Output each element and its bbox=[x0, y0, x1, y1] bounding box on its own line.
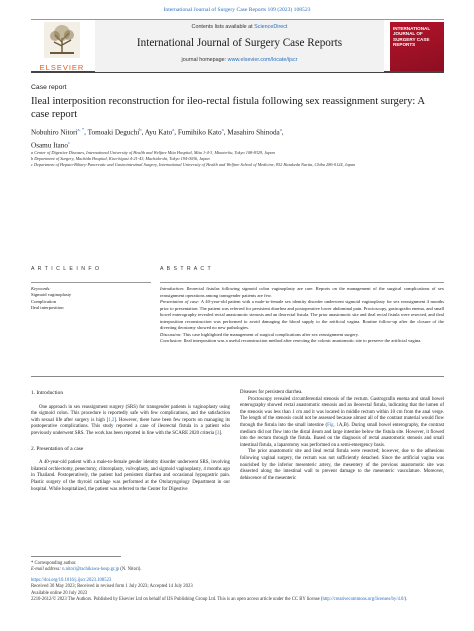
author-affiliation-mark[interactable]: a, * bbox=[77, 127, 85, 132]
affiliation-item: b Department of Surgery, Machida Hospital, Kiso-higasi 4-21-43, Machida-shi, Tokyo 194-0036, Japan bbox=[31, 156, 210, 162]
elsevier-tree-icon bbox=[44, 22, 80, 58]
citation-link[interactable]: 3 bbox=[217, 430, 220, 436]
article-type: Case report bbox=[31, 84, 67, 91]
received-dates: Received 30 May 2023; Received in revised form 1 July 2023; Accepted 14 July 2023 bbox=[31, 584, 193, 590]
section-title-case: 2. Presentation of a case bbox=[31, 445, 84, 452]
corresponding-author-note: * Corresponding author. bbox=[31, 561, 77, 566]
doi-link[interactable]: https://doi.org/10.1016/j.ijscr.2023.108523 bbox=[31, 577, 112, 583]
license-link[interactable]: http://creativecommons.org/licenses/by/4.0/ bbox=[322, 597, 405, 603]
abstract-text: A 40-year-old patient with a male-to-female sex identity disorder underwent sigmoid vaginoplasty for sex reassignment 4 months prior to presentation. The patient was referred for persistent diarrhea and postoperative lower abdominal pain. Proctoscopy, gastrografin enema, and small bowel enterography revealed rectal anastomotic stenosis and an ileorectal fistula. The prior anastomotic site and ileal rectal fistula were resected, and ileal interposition reconstruction was performed to avoid damaging the blood supply to the artificial vagina. Routine follow-up after the closure of the diverting ileostomy showed no new pathologies. bbox=[160, 299, 444, 330]
body-text: A,B). During small bowel enterography, the contrast medium did not flow into the distal ileum and large intestine below the fistula site. However, it flowed into the rectum through the fistula. Based on the diagnosis of rectal anastomotic stenosis and small intestinal fistula, a laparotomy was performed on a semi-emergency basis. bbox=[240, 422, 444, 448]
body-text: One approach in sex reassignment surgery (SRS) for transgender patients is vaginoplasty using the sigmoid colon. This procedure is reportedly safe with few complications, and the satisfaction with sexual life after surgery is high [ bbox=[31, 404, 230, 423]
author-affiliation-mark[interactable]: a bbox=[221, 127, 224, 132]
body-paragraph: Diseases for persistent diarrhea. bbox=[240, 390, 303, 395]
abstract-text: Ileal interposition was a useful reconstruction method after resecting the colonic anastomotic site to preserve the artificial vagina. bbox=[183, 338, 422, 343]
author-name[interactable]: Masahiro Shinoda bbox=[227, 128, 280, 137]
section-title-introduction: 1. Introduction bbox=[31, 390, 64, 396]
body-column-left bbox=[31, 390, 230, 493]
body-paragraph: A 40-year-old patient with a male-to-female gender identity disorder underwent SRS, involving bilateral orchiectomy, penectomy, clitoroplasty, vulvoplasty, and sigmoid vaginoplasty, 4 months ago in Thailand. Postoperatively, the patient had persistent diarrhea and occasional hypogastric pain. Plastic surgery of the thyroid cartilage was performed at the Otolaryngology Department in our hospital. While hospitalized, the patient was referred to the Center for Digestive bbox=[31, 460, 230, 492]
abstract-text: This case highlighted the management of surgical complications after sex reassignment surgery. bbox=[182, 331, 359, 337]
keyword: Sigmoid vaginoplasty bbox=[31, 292, 72, 298]
body-paragraph bbox=[31, 405, 230, 438]
body-column-right bbox=[240, 390, 444, 482]
author-name[interactable]: Fumihiko Kato bbox=[177, 128, 222, 137]
abstract-text: Ileorectal fistulas following sigmoid colon vaginoplasty are rare. Reports on the management of the surgical complications of sex reassignment operations among transgender patients are few. bbox=[160, 286, 444, 298]
abstract bbox=[160, 266, 444, 345]
article-title: Ileal interposition reconstruction for ileo-rectal fistula following sex reassignment surgery: A case report bbox=[31, 96, 425, 121]
citation-line[interactable]: International Journal of Surgery Case Reports 109 (2023) 108523 bbox=[163, 7, 311, 13]
body-text: Proctoscopy revealed circumferential stenosis of the rectum. Gastrografin enema and small bowel enterography showed rectal anastomotic stenosis and an ileorectal fistula, indicating that the lumen of the stenosis was less than 1 cm and it was located in middle rectum within 10 cm from the anal verge. The length of the stenosis could not be assessed because almost all of the contrast material would flow through the fistula into the small intestine ( bbox=[240, 396, 444, 428]
author-affiliation-mark[interactable]: c bbox=[67, 139, 70, 145]
author-affiliation-mark[interactable]: b bbox=[139, 127, 142, 132]
sciencedirect-link[interactable]: ScienceDirect bbox=[254, 24, 288, 30]
body-text: ]. bbox=[219, 430, 223, 436]
license-line bbox=[31, 597, 444, 603]
homepage-line bbox=[95, 57, 384, 63]
email-suffix: (N. Nitori). bbox=[119, 567, 142, 573]
author-name[interactable]: Nobuhiro Nitori bbox=[31, 128, 78, 137]
article-info bbox=[31, 266, 151, 312]
author-name[interactable]: Ayu Kato bbox=[144, 128, 173, 137]
abstract-section bbox=[160, 299, 444, 332]
keyword: Complication bbox=[31, 298, 57, 304]
cover-title: INTERNATIONAL JOURNAL OF SURGERY CASE REPORTS bbox=[393, 26, 431, 48]
affiliation-list bbox=[31, 150, 444, 169]
footnotes bbox=[31, 561, 444, 603]
body-paragraph bbox=[240, 397, 444, 450]
abstract-label: Presentation of case: bbox=[160, 299, 200, 304]
journal-header bbox=[31, 19, 444, 73]
license-text: ). bbox=[404, 597, 408, 603]
abstract-body bbox=[160, 282, 444, 345]
footnote-divider bbox=[31, 556, 121, 557]
affiliation-item: a Center of Digestive Diseases, International University of Health and Welfare Mita Hospital, Mita 1-4-3, Minato-ku, Tokyo 108-8329, Japan bbox=[31, 150, 275, 155]
affiliation-item: c Department of Hepato-Biliary-Pancreatic and Gastrointestinal Surgery, International University of Health and Welfare School of Medicine, 852 Hatakeda Narita, Chiba 286-0124, Japan bbox=[31, 162, 356, 168]
article-info-heading: A R T I C L E I N F O bbox=[31, 266, 101, 272]
author-name[interactable]: Osamu Itano bbox=[31, 141, 68, 150]
available-online: Available online 20 July 2023 bbox=[31, 590, 88, 596]
elsevier-wordmark: ELSEVIER bbox=[39, 63, 85, 72]
keywords-block bbox=[31, 282, 151, 312]
email-label: E-mail address: bbox=[31, 567, 63, 573]
homepage-prefix: journal homepage: bbox=[181, 57, 228, 63]
body-text: ]. However, there have been few reports on managing its postoperative complications. This study reported a case of ileorectal fistula in a patient who previously underwent SRS. The work has been reported in line with the SCARE 2020 criteria [ bbox=[31, 417, 230, 436]
journal-name: International Journal of Surgery Case Reports bbox=[136, 37, 343, 49]
abstract-label: Discussion: bbox=[160, 331, 182, 337]
contents-line bbox=[95, 24, 384, 30]
abstract-section bbox=[160, 286, 444, 299]
email-line bbox=[31, 567, 444, 573]
figure-link[interactable]: Fig. 1 bbox=[327, 422, 339, 428]
keyword: Ileal interposition bbox=[31, 305, 64, 311]
abstract-label: Conclusion: bbox=[160, 338, 183, 343]
journal-cover[interactable] bbox=[390, 22, 444, 71]
body-paragraph: The prior anastomotic site and ileal rectal fistula were resected; however, due to the adhesions following vaginal surgery, the rectum was not sufficiently detached. Since the artificial vagina was nourished by the inferior mesenteric artery, the mesentery of the previous anastomotic site was dissected along the intestinal wall to prevent damage to the mesenteric vasculature. Moreover, dehiscence of the mesenteric bbox=[240, 449, 444, 481]
contents-prefix: Contents lists available at bbox=[191, 24, 255, 30]
homepage-link[interactable]: www.elsevier.com/locate/ijscr bbox=[227, 57, 298, 63]
keywords-label: Keywords: bbox=[31, 286, 51, 291]
abstract-heading: A B S T R A C T bbox=[160, 266, 212, 272]
author-name[interactable]: Tomoaki Deguchi bbox=[87, 128, 140, 137]
abstract-label: Introduction: bbox=[160, 286, 185, 291]
author-affiliation-mark[interactable]: a bbox=[172, 127, 175, 132]
section-divider bbox=[31, 376, 444, 377]
abstract-section bbox=[160, 338, 444, 345]
publisher-logo[interactable] bbox=[31, 22, 93, 72]
author-list: Nobuhiro Nitori$^{a, *}$, Tomoaki Deguchi$^b$, Ayu Kato$^a$, Fumihiko Kato$^a$, Masahiro Shinoda$^a$, Osamu Itano$^c$ bbox=[31, 127, 284, 150]
author-affiliation-mark[interactable]: a bbox=[279, 127, 282, 132]
license-text: 2210-2612/© 2023 The Authors. Published by Elsevier Ltd on behalf of IJS Publishing Group Ltd. This is an open access article under the CC BY license ( bbox=[31, 597, 323, 603]
email-link[interactable]: n.nitori@tachikawa-hosp.gr.jp bbox=[62, 567, 120, 573]
header-center bbox=[95, 20, 384, 72]
citation-link[interactable]: 1,2 bbox=[108, 417, 115, 423]
